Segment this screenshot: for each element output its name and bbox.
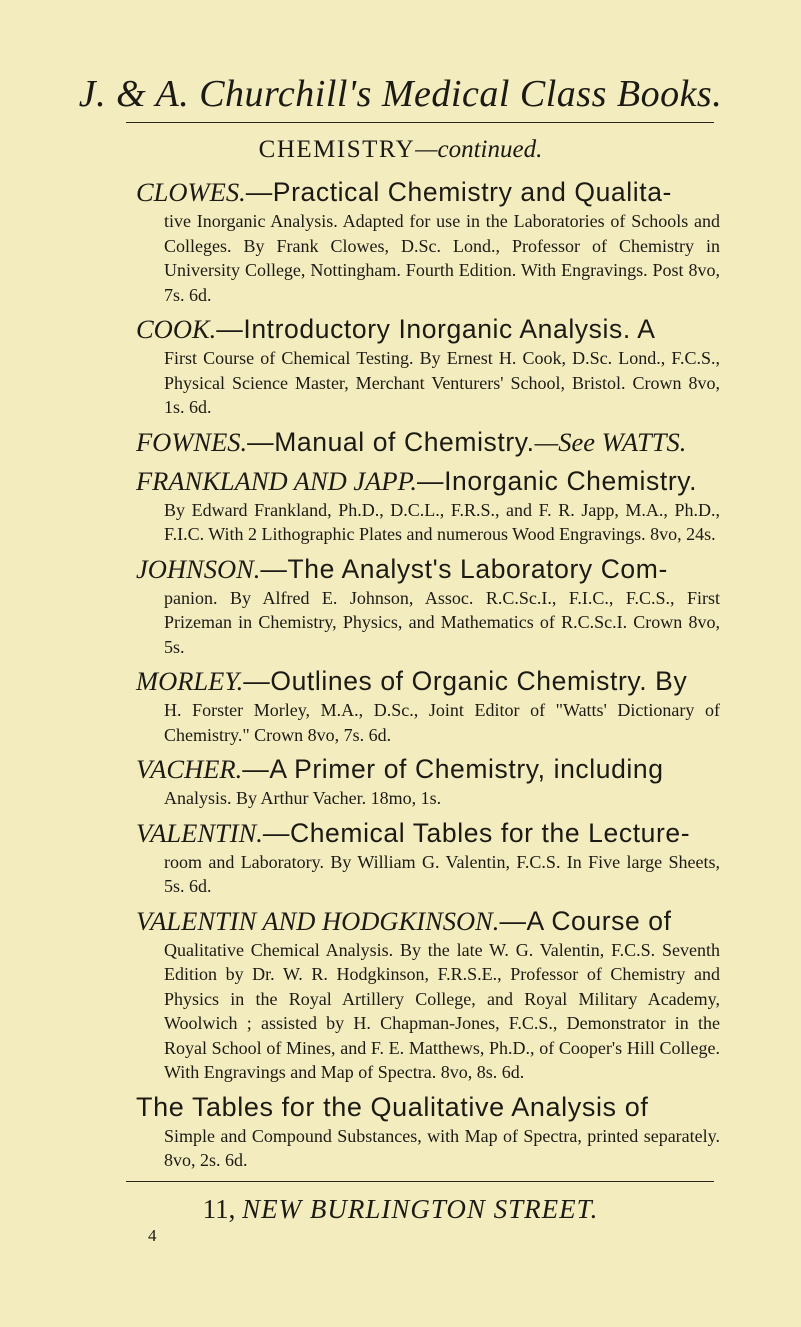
book-entry-tables — [136, 1091, 720, 1173]
entry-title: —Outlines of Organic Chemistry. By — [243, 666, 688, 696]
address-street: NEW BURLINGTON STREET. — [242, 1194, 599, 1224]
entry-title: —Practical Chemistry and Qualita- — [245, 177, 672, 207]
entry-title: —A Primer of Chemistry, including — [242, 754, 664, 784]
section-title: CHEMISTRY — [258, 136, 416, 163]
entry-description: First Course of Chemical Testing. By Ernest H. Cook, D.Sc. Lond., F.C.S., Physical Science Master, Merchant Venturers' School, Bristol. Crown 8vo, 1s. 6d. — [164, 348, 720, 417]
bottom-rule — [126, 1181, 714, 1182]
entry-title: —A Course of — [499, 905, 672, 936]
publisher-address — [0, 1194, 801, 1225]
book-entry-clowes — [136, 176, 720, 307]
entry-title: —Inorganic Chemistry. — [416, 465, 698, 496]
book-entry-morley — [136, 665, 720, 747]
book-entry-fownes — [136, 426, 720, 459]
entry-author: VACHER. — [136, 754, 243, 784]
running-head: J. & A. Churchill's Medical Class Books. — [78, 73, 723, 115]
page-number: 4 — [148, 1226, 157, 1245]
entry-cross-reference: —See WATTS. — [534, 426, 687, 457]
book-entry-frankland-japp — [136, 465, 720, 547]
entry-description: room and Laboratory. By William G. Valentin, F.C.S. In Five large Sheets, 5s. 6d. — [164, 851, 720, 896]
entry-description: H. Forster Morley, M.A., D.Sc., Joint Editor of "Watts' Dictionary of Chemistry." Crown 8vo, 7s. 6d. — [164, 700, 720, 745]
book-entry-valentin-hodgkinson — [136, 905, 720, 1085]
entry-title: —Chemical Tables for the Lecture- — [262, 817, 691, 848]
book-entry-johnson — [136, 553, 720, 660]
address-number: 11, — [202, 1194, 236, 1224]
entry-author: FRANKLAND AND JAPP. — [136, 465, 417, 496]
entry-description: By Edward Frankland, Ph.D., D.C.L., F.R.S., and F. R. Japp, M.A., Ph.D., F.I.C. With 2 Lithographic Plates and numerous Wood Engravings. 8vo, 24s. — [164, 499, 720, 544]
entry-description: tive Inorganic Analysis. Adapted for use in the Laboratories of Schools and Colleges. By Frank Clowes, D.Sc. Lond., Professor of Chemistry in University College, Nottingham. Fourth Edition. With Engravings. Post 8vo, 7s. 6d. — [164, 211, 720, 305]
book-entry-cook — [136, 313, 720, 420]
entry-author: FOWNES. — [136, 426, 248, 457]
entry-author: MORLEY. — [136, 666, 244, 696]
book-entries — [136, 176, 720, 1179]
section-heading — [0, 136, 801, 164]
book-entry-valentin — [136, 817, 720, 899]
entry-title: —Manual of Chemistry. — [247, 426, 535, 457]
entry-title: —The Analyst's Laboratory Com- — [260, 553, 668, 584]
entry-title: The Tables for the Qualitative Analysis of — [136, 1091, 649, 1122]
top-rule — [126, 122, 714, 123]
entry-author: COOK. — [136, 314, 217, 344]
entry-author: VALENTIN AND HODGKINSON. — [136, 905, 500, 936]
entry-author: CLOWES. — [136, 177, 246, 207]
entry-description: Qualitative Chemical Analysis. By the late W. G. Valentin, F.C.S. Seventh Edition by Dr. W. R. Hodgkinson, F.R.S.E., Professor of Chemistry and Physics in the Royal Artillery College, and Royal Military Academy, Woolwich ; assisted by H. Chapman-Jones, F.C.S., Demonstrator in the Royal School of Mines, and F. E. Matthews, Ph.D., of Cooper's Hill College. With Engravings and Map of Spectra. 8vo, 8s. 6d. — [164, 939, 720, 1082]
entry-author: JOHNSON. — [136, 553, 261, 584]
entry-description: Analysis. By Arthur Vacher. 18mo, 1s. — [164, 788, 442, 808]
entry-author: VALENTIN. — [136, 817, 263, 848]
book-entry-vacher — [136, 753, 720, 811]
section-continued: —continued. — [415, 136, 543, 163]
entry-description: Simple and Compound Substances, with Map of Spectra, printed separately. 8vo, 2s. 6d. — [164, 1125, 720, 1170]
entry-title: —Introductory Inorganic Analysis. A — [216, 314, 656, 344]
entry-description: panion. By Alfred E. Johnson, Assoc. R.C.Sc.I., F.I.C., F.C.S., First Prizeman in Chemistry, Physics, and Mathematics of R.C.Sc.I. Crown 8vo, 5s. — [164, 587, 720, 657]
